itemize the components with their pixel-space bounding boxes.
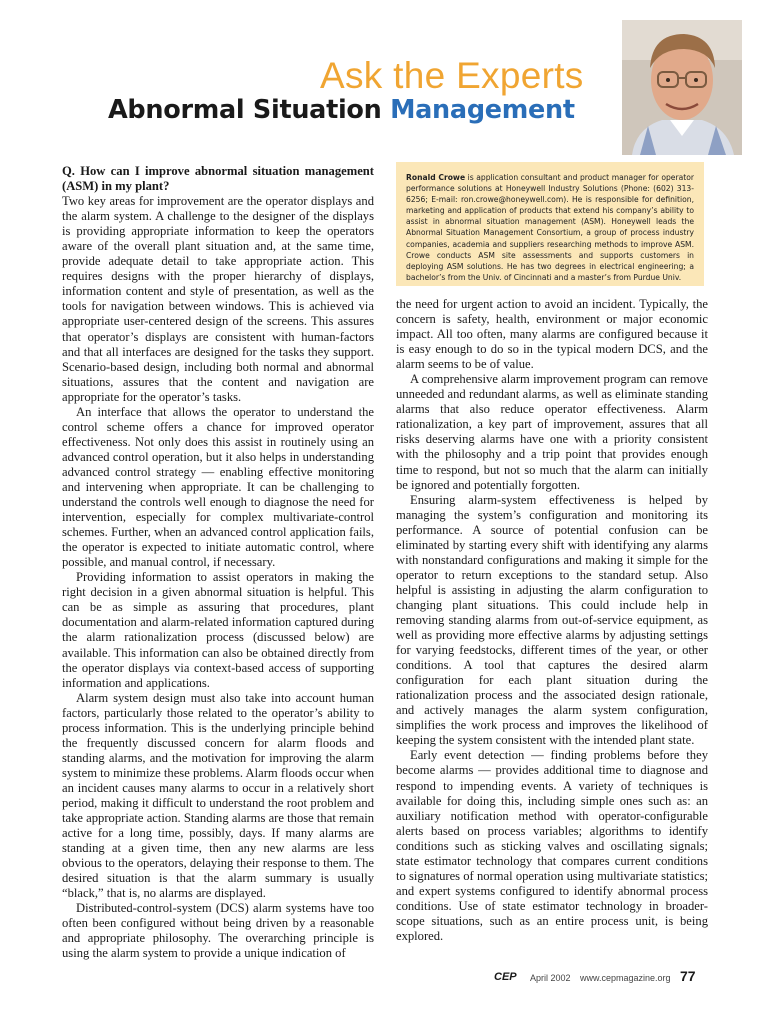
answer-paragraph-2: An interface that allows the operator to understand the control scheme offers a chance for improved operator effectiveness. Not only does this assist in routinely using an advanced control operation, but it also helps in understanding advanced control strategy — enabling effective monitoring and intervening when appropriate. It can be challenging to understand the controls well enough to diagnose the need for intervention, especially for complex multivariate-control schemes. Further, when an advanced control application fails, the operator is expected to initiate automatic control, where possible, and manual control, if necessary. xyxy=(62,404,374,570)
answer-paragraph-5: Distributed-control-system (DCS) alarm systems have too often been configured without being driven by a reasonable and appropriate philosophy. The overarching principle is using the alarm system to provide a unique indication of xyxy=(62,901,374,961)
author-bio-box xyxy=(396,162,704,286)
magazine-website: www.cepmagazine.org xyxy=(580,973,671,983)
portrait-svg xyxy=(622,20,742,155)
answer-paragraph-9: Early event detection — finding problems before they become alarms — provides additional time to diagnose and respond to impending events. A variety of techniques is available for doing this, including simple ones such as: an auxiliary notification method with operator-configurable alerts based on process variables; algorithms to identify conditions such as sticking valves and oscillating signals; state estimator technology that compares current conditions to signatures of normal operation using multivariate statistics; and expert systems configured to identify abnormal process conditions. Use of state estimator technology in broader-scope situations, such as an entire process unit, is being explored. xyxy=(396,748,708,943)
author-bio-text: is application consultant and product manager for operator performance solutions at Honeywell Industry Solutions (Phone: (602) 313-6256; E-mail: ron.crowe@honeywell.com). He is responsible for definition, marketing and application of products that extend his company’s ability to assist in abnormal situation management (ASM). Honeywell leads the Abnormal Situation Management Consortium, a group of process industry companies, academia and suppliers researching methods to improve ASM. Crowe conducts ASM site assessments and supports customers in deploying ASM solutions. He has two degrees in electrical engineering; a bachelor’s from the Univ. of Cincinnati and a master’s from Purdue Univ. xyxy=(406,173,694,282)
page-number: 77 xyxy=(680,968,696,984)
section-kicker: Ask the Experts xyxy=(320,55,584,96)
author-portrait-icon xyxy=(622,20,742,155)
answer-paragraph-4: Alarm system design must also take into account human factors, particularly those related to the operator’s ability to process information. This is the underlying principle behind the frequently discussed concern for alarm floods and standing alarms, and the motivation for improving the alarm system to minimize these problems. Alarm floods occur when an incident causes many alarms to occur in a relatively short period, making it difficult to understand the root problem and take appropriate action. Standing alarms are those that remain active for a long time, possibly, days. If many alarms are standing at a given time, then any new alarms are less obvious to the operators, delaying their response to them. The desired situation is that the alarm summary is usually “black,” that is, no alarms are displayed. xyxy=(62,690,374,901)
answer-paragraph-3: Providing information to assist operators in making the right decision in a given abnormal situation is helpful. This can be as simple as assuring that procedures, plant documentation and alarm-related information captured during the alarm rationalization process (discussed below) are available. This information can also be obtained directly from the operator displays via context-based access of supporting information and applications. xyxy=(62,570,374,690)
answer-paragraph-8: Ensuring alarm-system effectiveness is helped by managing the system’s configuration and monitoring its performance. A source of potential confusion can be eliminated by starting every shift with identifying any alarms with nonstandard configurations and making it simple for the operator to return exceptions to the standard setup. Also helpful is assisting in adjusting the alarm configuration to changing plant situations. This could include help in removing standing alarms from out-of-service equipment, as well as providing more effective alarms by adjusting settings for varying feedstocks, different times of the year, or other conditions. A tool that captures the desired alarm configuration for each plant situation during the rationalization process and the associated design rationale, and actively manages the alarm system configuration, simplifies the work process and improves the likelihood of keeping the system consistent with the intended plant state. xyxy=(396,492,708,748)
answer-paragraph-7: A comprehensive alarm improvement program can remove unneeded and redundant alarms, as well as eliminate standing alarms that also reduce operator effectiveness. Alarm rationalization, a key part of improvement, assures that all risks deserving alarms have one with a priority consistent with the philosophy and a trip point that provides enough time to respond, but not so much that the alarm can initially be ignored and potentially forgotten. xyxy=(396,372,708,492)
magazine-brand: CEP xyxy=(494,971,517,983)
author-name: Ronald Crowe xyxy=(406,173,466,182)
page-footer xyxy=(494,968,706,988)
article-title-part2: Management xyxy=(390,95,575,125)
column-left xyxy=(62,164,374,961)
answer-paragraph-6: the need for urgent action to avoid an incident. Typically, the concern is safety, health, environment or major economic impact. All too often, many alarms are configured because it is easy enough to do so in the typical modern DCS, and the alarm seems to be of value. xyxy=(396,297,708,372)
issue-date: April 2002 xyxy=(530,973,571,983)
article-title-part1: Abnormal Situation xyxy=(108,95,382,125)
answer-paragraph-1: Two key areas for improvement are the operator displays and the alarm system. A challenge to the designer of the displays is providing appropriate information to keep the operators aware of the overall plant situation and, at the same time, provide adequate detail to take appropriate action. This requires designs with the proper hierarchy of displays, information content and style of presentation, as well as the tools for navigation between windows. This is achieved via appropriate user-centered design of the screens. This assures that operator’s displays are consistent with human-factors and that all interfaces are designed for the tasks they support. Scenario-based design, including both normal and abnormal situations, assures that the content and navigation are appropriate for the operator’s tasks. xyxy=(62,194,374,404)
question-paragraph xyxy=(62,164,374,405)
column-right xyxy=(396,297,708,944)
article-title xyxy=(108,95,575,125)
question-text: Q. How can I improve abnormal situation management (ASM) in my plant? xyxy=(62,164,374,194)
